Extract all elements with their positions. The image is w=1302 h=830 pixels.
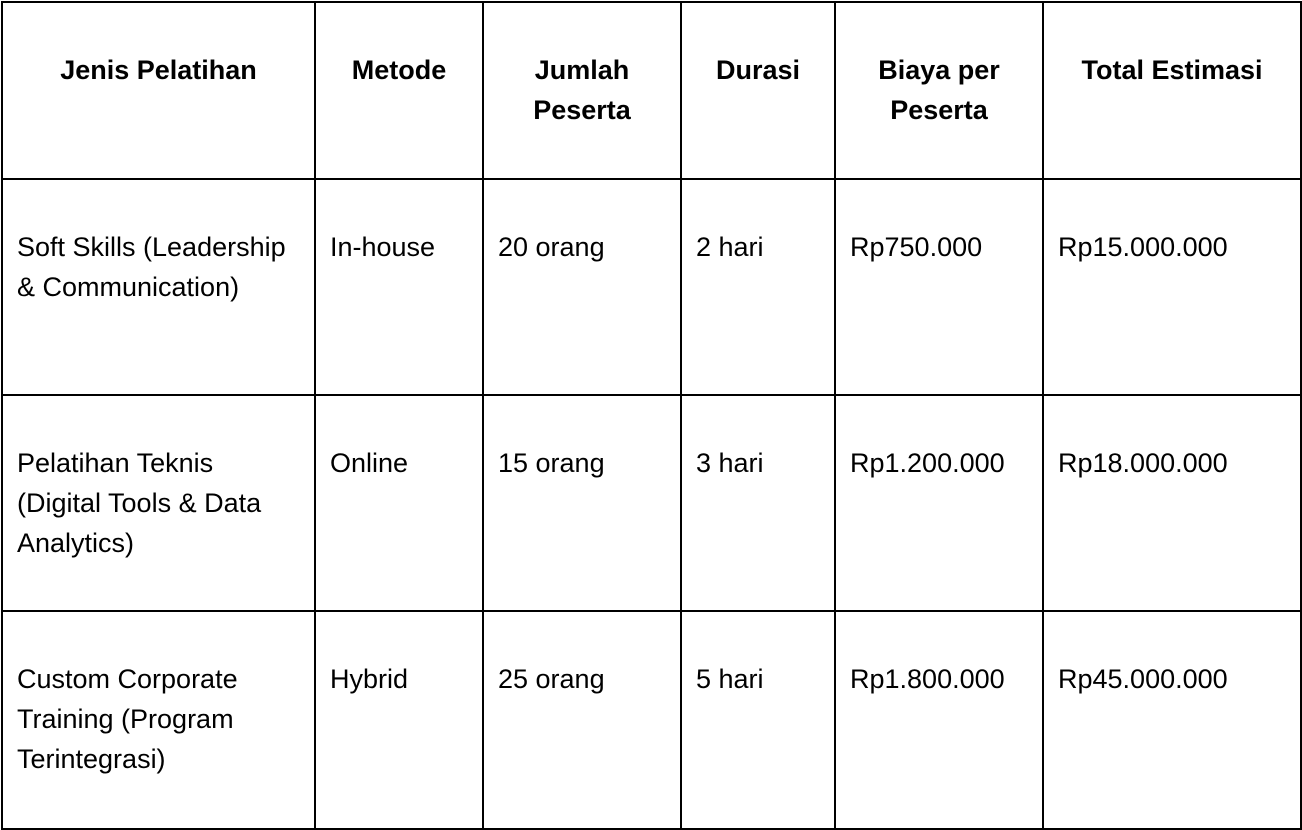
header-durasi: Durasi xyxy=(681,2,835,179)
cell-metode: In-house xyxy=(315,179,483,395)
training-cost-table xyxy=(1,1,1302,830)
header-jenis-pelatihan: Jenis Pelatihan xyxy=(2,2,315,179)
cell-biaya-per-peserta: Rp1.800.000 xyxy=(835,611,1043,829)
table-row xyxy=(2,395,1301,611)
cell-biaya-per-peserta: Rp1.200.000 xyxy=(835,395,1043,611)
cell-jenis-pelatihan: Custom Corporate Training (Program Terintegrasi) xyxy=(2,611,315,829)
cell-metode: Online xyxy=(315,395,483,611)
cell-jumlah-peserta: 20 orang xyxy=(483,179,681,395)
table-body xyxy=(2,179,1301,829)
cell-jumlah-peserta: 15 orang xyxy=(483,395,681,611)
table-row xyxy=(2,611,1301,829)
header-row xyxy=(2,2,1301,179)
cell-durasi: 5 hari xyxy=(681,611,835,829)
cell-total-estimasi: Rp18.000.000 xyxy=(1043,395,1301,611)
cell-jenis-pelatihan: Pelatihan Teknis (Digital Tools & Data Analytics) xyxy=(2,395,315,611)
table-row xyxy=(2,179,1301,395)
cell-durasi: 3 hari xyxy=(681,395,835,611)
header-biaya-per-peserta: Biaya per Peserta xyxy=(835,2,1043,179)
cell-durasi: 2 hari xyxy=(681,179,835,395)
cell-metode: Hybrid xyxy=(315,611,483,829)
header-total-estimasi: Total Estimasi xyxy=(1043,2,1301,179)
cell-jenis-pelatihan: Soft Skills (Leadership & Communication) xyxy=(2,179,315,395)
table-header xyxy=(2,2,1301,179)
header-metode: Metode xyxy=(315,2,483,179)
cell-total-estimasi: Rp45.000.000 xyxy=(1043,611,1301,829)
header-jumlah-peserta: Jumlah Peserta xyxy=(483,2,681,179)
cell-biaya-per-peserta: Rp750.000 xyxy=(835,179,1043,395)
cell-total-estimasi: Rp15.000.000 xyxy=(1043,179,1301,395)
cell-jumlah-peserta: 25 orang xyxy=(483,611,681,829)
